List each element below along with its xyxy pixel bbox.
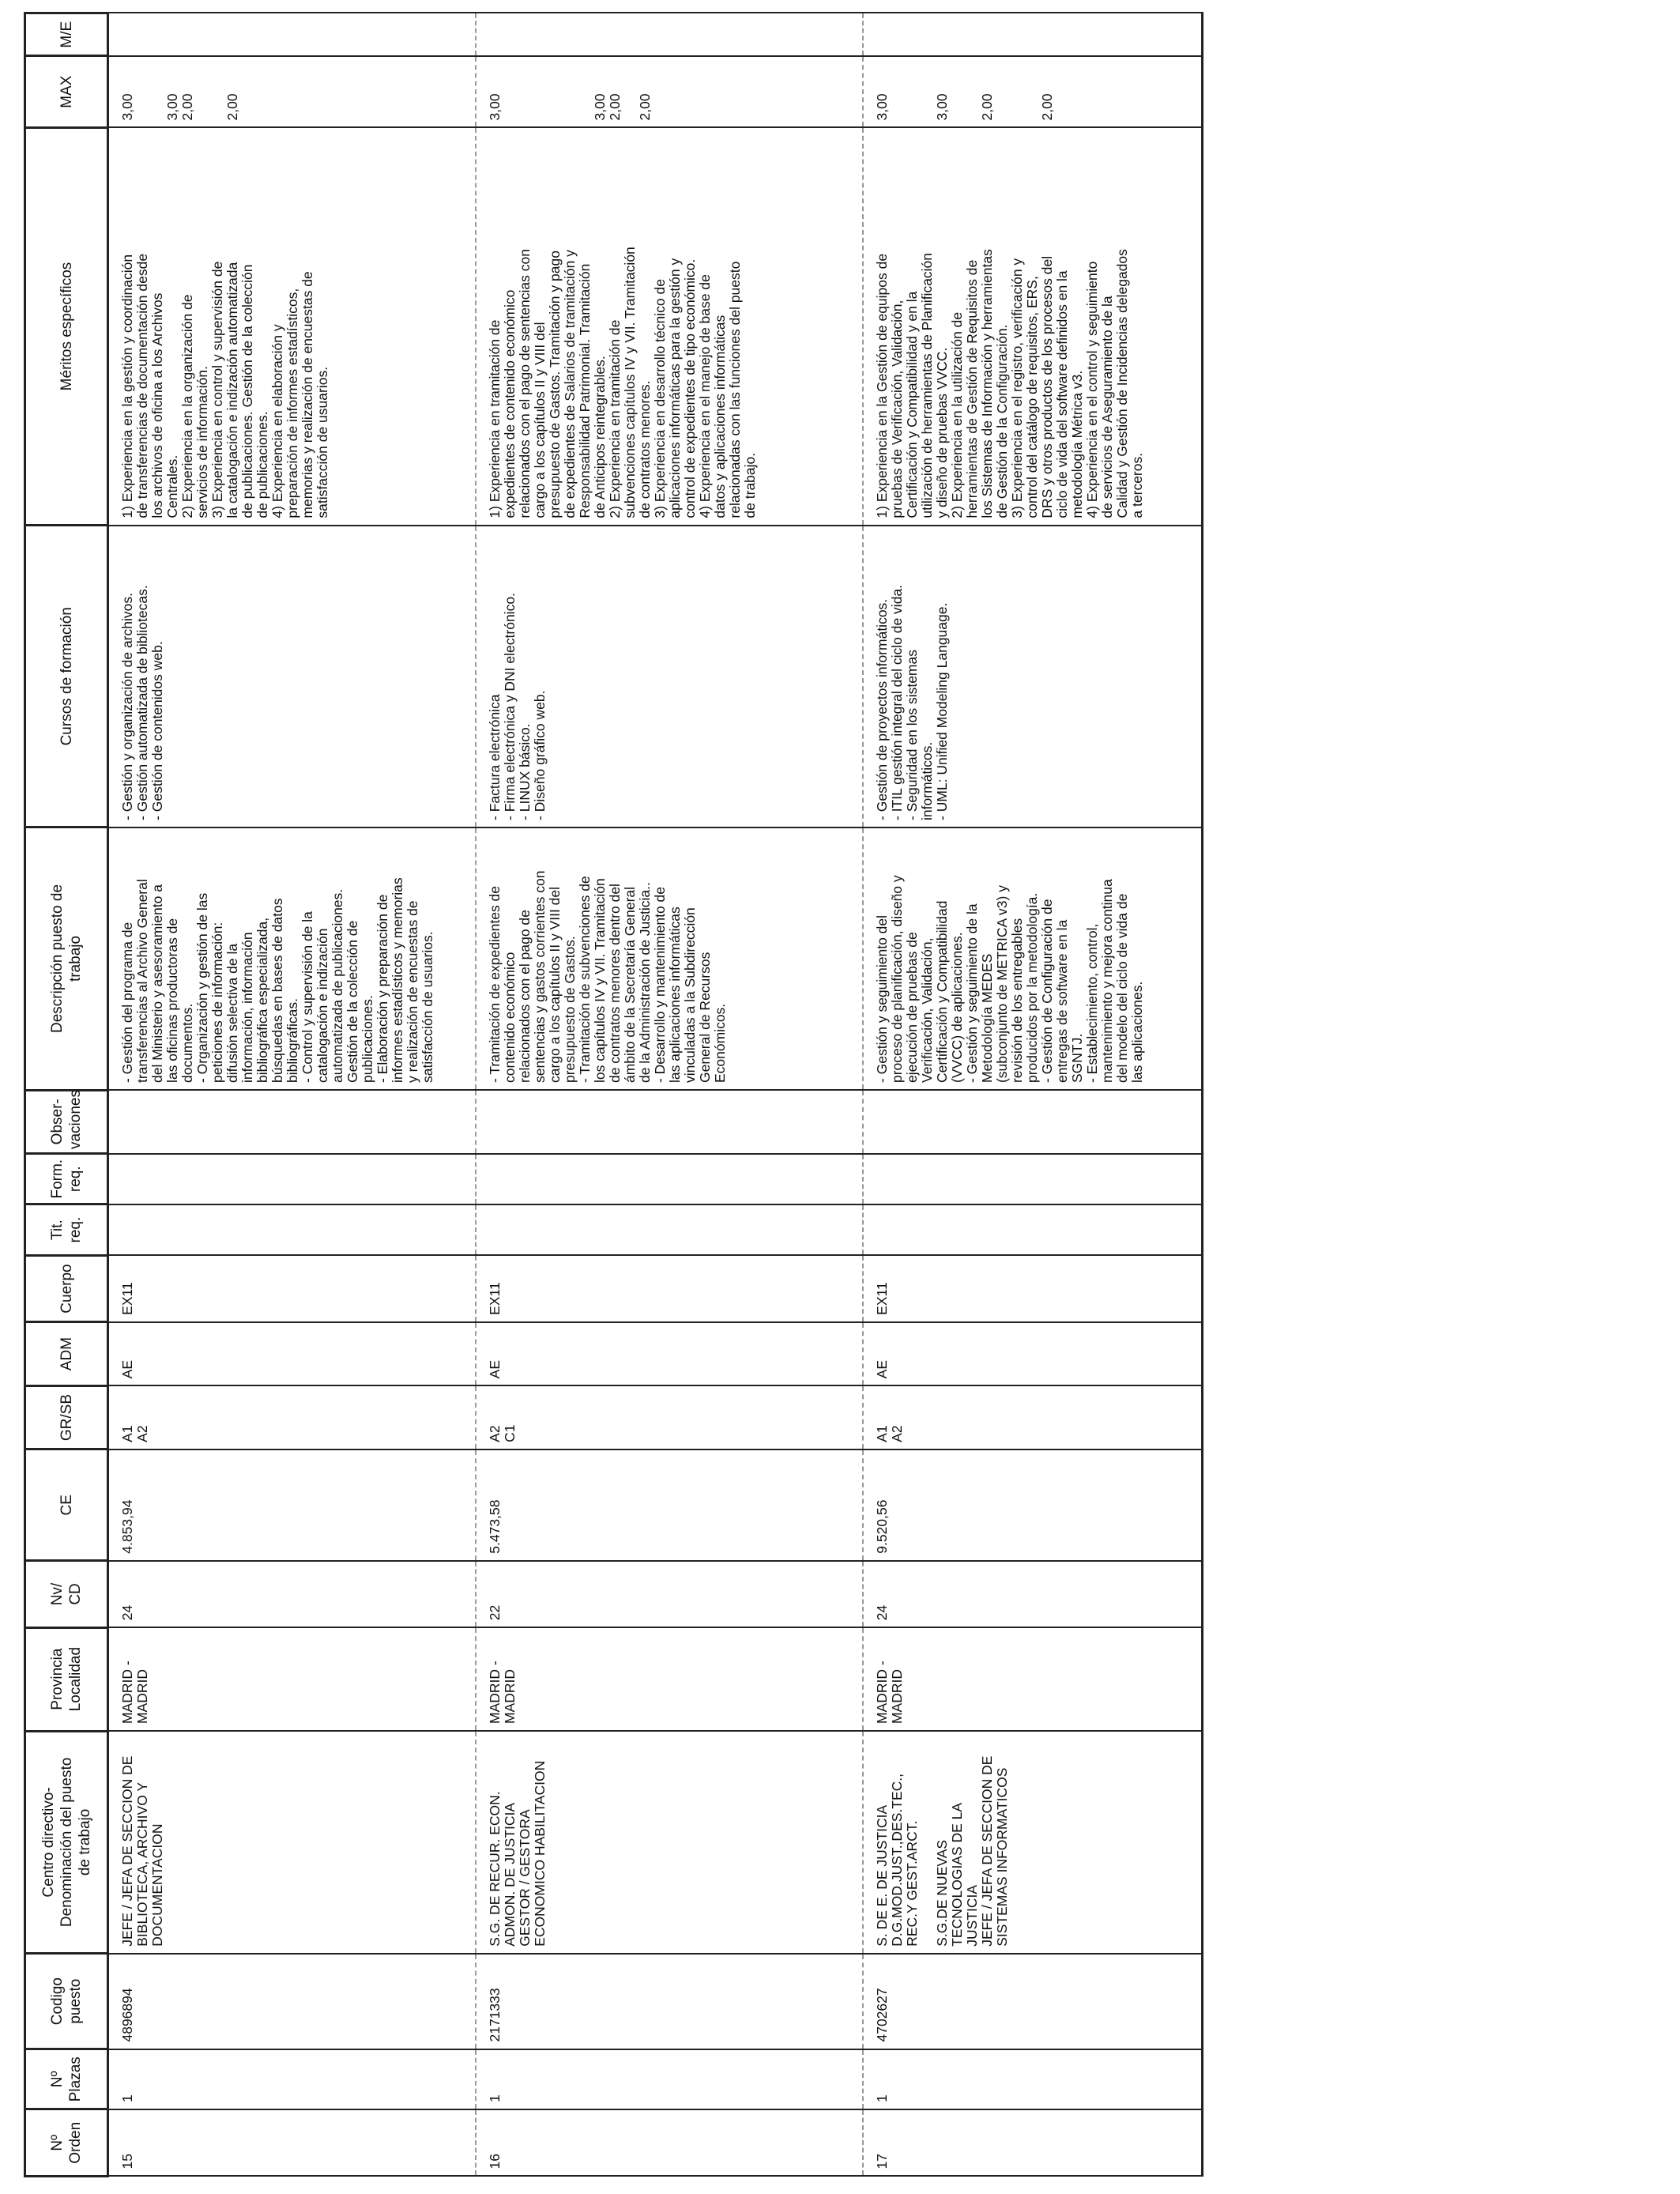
header-cursos: Cursos de formación xyxy=(25,526,108,827)
header-tit: Tit. req. xyxy=(25,1204,108,1255)
cell-plazas: 1 xyxy=(863,2049,1203,2109)
header-adm: ADM xyxy=(25,1322,108,1386)
header-codigo: Codigo puesto xyxy=(25,1954,108,2049)
cell-obs xyxy=(476,1090,863,1154)
header-me: M/E xyxy=(25,13,108,56)
cell-obs xyxy=(108,1090,476,1154)
header-centro: Centro directivo- Denominación del puesto de trabajo xyxy=(25,1731,108,1954)
cell-provincia: MADRID - MADRID xyxy=(476,1627,863,1731)
cell-nivel: 24 xyxy=(863,1561,1203,1628)
cell-tit xyxy=(863,1204,1203,1255)
cell-grsb: A2 C1 xyxy=(476,1385,863,1449)
cell-centro: S.G. DE RECUR. ECON. ADMON. DE JUSTICIA GESTOR / GESTORA ECONOMICO HABILITACION xyxy=(476,1731,863,1954)
cell-nivel: 24 xyxy=(108,1561,476,1628)
table-row xyxy=(108,13,476,2177)
cell-orden: 17 xyxy=(863,2109,1203,2177)
header-grsb: GR/SB xyxy=(25,1385,108,1449)
cell-ce: 9.520,56 xyxy=(863,1449,1203,1561)
cell-form xyxy=(863,1154,1203,1204)
cell-cuerpo: EX11 xyxy=(863,1255,1203,1322)
cell-grsb: A1 A2 xyxy=(863,1385,1203,1449)
cell-centro: S. DE E. DE JUSTICIA D.G.MOD.JUST.,DES.TEC., REC.Y GEST.ARCT. S.G.DE NUEVAS TECNOLOGIAS DE LA JUSTICIA JEFE / JEFA DE SECCION DE SISTEMAS INFORMATICOS xyxy=(863,1731,1203,1954)
cell-cursos: - Gestión y organización de archivos. - Gestión automatizada de bibliotecas. - Gestión de contenidos web. xyxy=(108,526,476,827)
header-descripcion: Descripción puesto de trabajo xyxy=(25,827,108,1090)
header-cuerpo: Cuerpo xyxy=(25,1255,108,1322)
cell-ce: 5.473,58 xyxy=(476,1449,863,1561)
header-meritos: Méritos específicos xyxy=(25,127,108,525)
cell-nivel: 22 xyxy=(476,1561,863,1628)
cell-cursos: - Factura electrónica - Firma electrónica y DNI electrónico. - LINUX básico. - Diseño gráfico web. xyxy=(476,526,863,827)
cell-cuerpo: EX11 xyxy=(476,1255,863,1322)
cell-adm: AE xyxy=(108,1322,476,1386)
cell-descripcion: - Gestión del programa de transferencias al Archivo General del Ministerio y asesoramiento a las oficinas productoras de documentos. - Organización y gestión de las peticiones de información: difusión selectiva de la información, información bibliográfica especializada, búsquedas en bases de datos bibliográficas. - Control y supervisión de la catalogación e indización automatizada de publicaciones. Gestión de la colección de publicaciones. - Elaboración y preparación de informes estadísticos y memorias y realización de encuestas de satisfacción de usuarios. xyxy=(108,827,476,1090)
cell-codigo: 4896894 xyxy=(108,1954,476,2049)
cell-centro: JEFE / JEFA DE SECCION DE BIBLIOTECA, ARCHIVO Y DOCUMENTACION xyxy=(108,1731,476,1954)
header-obs: Obser- vaciones xyxy=(25,1090,108,1154)
cell-codigo: 2171333 xyxy=(476,1954,863,2049)
cell-meritos: 1) Experiencia en tramitación de expedientes de contenido económico relacionados con el pago de sentencias con cargo a los capítulos II y VIII del presupuesto de Gastos. Tramitación y pago de expedientes de Salarios de tramitación y Responsabilidad Patrimonial. Tramitación de Anticipos reintegrables. 2) Experiencia en tramitación de subvenciones capítulos IV y VII. Tramitación de contratos menores. 3) Experiencia en desarrollo técnico de aplicaciones informáticas para la gestión y control de expedientes de tipo económico. 4) Experiencia en el manejo de base de datos y aplicaciones informáticas relacionadas con las funciones del puesto de trabajo. xyxy=(476,127,863,525)
cell-plazas: 1 xyxy=(108,2049,476,2109)
cell-descripcion: - Tramitación de expedientes de contenido económico relacionados con el pago de sentencias y gastos corrientes con cargo a los capítulos II y VIII del presupuesto de Gastos. - Tramitación de subvenciones de los capítulos IV y VII. Tramitación de contratos menores dentro del ámbito de la Secretaría General de la Administración de Justicia.. - Desarrollo y mantenimiento de las aplicaciones informáticas vinculadas a la Subdirección General de Recursos Económicos. xyxy=(476,827,863,1090)
cell-provincia: MADRID - MADRID xyxy=(863,1627,1203,1731)
cell-max: 3,00 3,00 2,00 2,00 xyxy=(863,56,1203,128)
header-provincia: Provincia Localidad xyxy=(25,1627,108,1731)
cell-ce: 4.853,94 xyxy=(108,1449,476,1561)
rotated-table-sheet xyxy=(24,12,1225,2177)
cell-cuerpo: EX11 xyxy=(108,1255,476,1322)
cell-meritos: 1) Experiencia en la gestión y coordinación de transferencias de documentación desde los archivos de oficina a los Archivos Centrales. 2) Experiencia en la organización de servicios de información. 3) Experiencia en control y supervisión de la catalogación e indización automatizada de publicaciones. Gestión de la colección de publicaciones. 4) Experiencia en elaboración y preparación de informes estadísticos, memorias y realización de encuestas de satisfacción de usuarios. xyxy=(108,127,476,525)
cell-tit xyxy=(476,1204,863,1255)
header-ce: CE xyxy=(25,1449,108,1561)
header-row xyxy=(25,13,108,2177)
cell-me xyxy=(108,13,476,56)
header-orden: Nº Orden xyxy=(25,2109,108,2177)
cell-provincia: MADRID - MADRID xyxy=(108,1627,476,1731)
cell-max: 3,00 3,00 2,00 2,00 xyxy=(476,56,863,128)
cell-obs xyxy=(863,1090,1203,1154)
cell-cursos: - Gestión de proyectos informáticos. - ITIL gestión integral del ciclo de vida. - Seguridad en los sistemas informáticos. - UML: Unified Modeling Language. xyxy=(863,526,1203,827)
table-row xyxy=(863,13,1203,2177)
vacancy-table xyxy=(24,12,1203,2177)
cell-adm: AE xyxy=(863,1322,1203,1386)
table-row xyxy=(476,13,863,2177)
cell-codigo: 4702627 xyxy=(863,1954,1203,2049)
cell-descripcion: - Gestión y seguimiento del proceso de planificación, diseño y ejecución de pruebas de Verificación, Validación, Certificación y Compatibilidad (VVCC) de aplicaciones. - Gestión y seguimiento de la Metodología MEDES (subconjunto de METRICA v3) y revisión de los entregables producidos por la metodología. - Gestión de Configuración de entregas de software en la SGNTJ. - Establecimiento, control, mantenimiento y mejora continua del modelo del ciclo de vida de las aplicaciones. xyxy=(863,827,1203,1090)
cell-max: 3,00 3,00 2,00 2,00 xyxy=(108,56,476,128)
cell-orden: 15 xyxy=(108,2109,476,2177)
cell-me xyxy=(863,13,1203,56)
cell-form xyxy=(108,1154,476,1204)
cell-grsb: A1 A2 xyxy=(108,1385,476,1449)
cell-meritos: 1) Experiencia en la Gestión de equipos de pruebas de Verificación, Validación, Certificación y Compatibilidad y en la utilización de herramientas de Planificación y diseño de pruebas VVCC. 2) Experiencia en la utilización de herramientas de Gestión de Requisitos de los Sistemas de Información y herramientas de Gestión de la Configuración. 3) Experiencia en el registro, verificación y control del catálogo de requisitos, ERS, DRS y otros productos de los procesos del ciclo de vida del software definidos en la metodología Métrica v3. 4) Experiencia en el control y seguimiento de servicios de Aseguramiento de la Calidad y Gestión de Incidencias delegados a terceros. xyxy=(863,127,1203,525)
header-nivel: Nv/ CD xyxy=(25,1561,108,1628)
cell-plazas: 1 xyxy=(476,2049,863,2109)
cell-me xyxy=(476,13,863,56)
header-plazas: Nº Plazas xyxy=(25,2049,108,2109)
cell-form xyxy=(476,1154,863,1204)
cell-adm: AE xyxy=(476,1322,863,1386)
cell-tit xyxy=(108,1204,476,1255)
header-max: MAX xyxy=(25,56,108,128)
header-form: Form. req. xyxy=(25,1154,108,1204)
cell-orden: 16 xyxy=(476,2109,863,2177)
